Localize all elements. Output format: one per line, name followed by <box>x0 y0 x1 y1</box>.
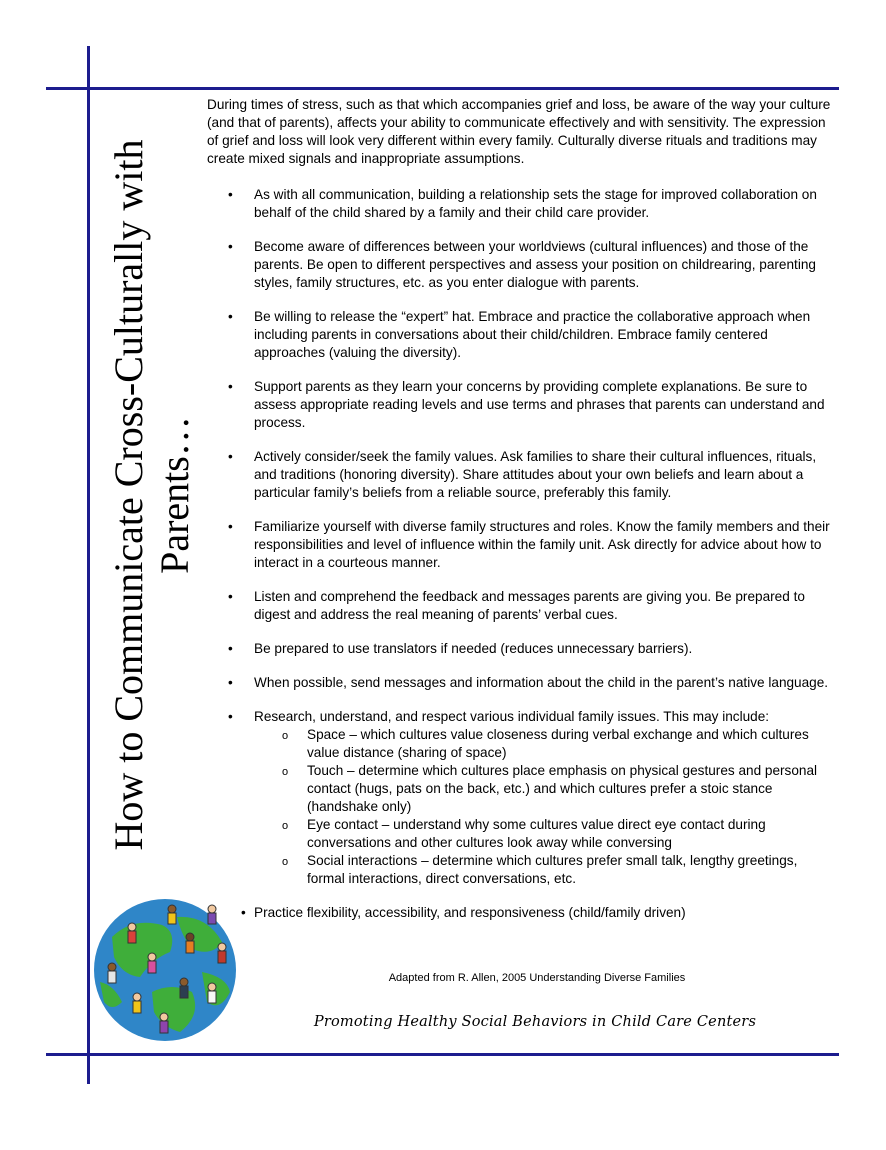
list-item: • Listen and comprehend the feedback and messages parents are giving you. Be prepared to digest and address the real meaning of parents’ verbal cues. <box>228 589 805 622</box>
bullet-icon: • <box>228 239 233 254</box>
bullet-icon: • <box>228 519 233 534</box>
top-rule <box>46 87 839 90</box>
list-item: • Be willing to release the “expert” hat. Embrace and practice the collaborative approach when including parents in conversations about their child/children. Embrace family centered approaches (valuing the diversity). <box>228 309 811 360</box>
guidelines-list <box>207 186 837 922</box>
family-issues-sublist <box>254 726 837 888</box>
list-item: • Research, understand, and respect various individual family issues. This may include: o Space – which cultures value closeness during verbal exchange and which cultures value distance (sharing of space) o Touch – determine which cultures place emphasis on physical gestures and personal contact (hugs, pats on the back, etc.) and which cultures prefer a stoic stance (handshake only) o Eye contact – understand why some cultures value direct eye contact during conversations and other cultures look away while conversing o Social interactions – determine which cultures prefer small talk, lengthy greetings, formal interactions, direct conversations, etc. <box>207 708 837 888</box>
sub-list-item: o Space – which cultures value closeness during verbal exchange and which cultures value distance (sharing of space) <box>282 727 809 760</box>
source-citation: Adapted from R. Allen, 2005 Understanding Diverse Families <box>388 972 686 984</box>
vertical-rule <box>87 46 90 1084</box>
sub-list-item: o Eye contact – understand why some cultures value direct eye contact during conversations and other cultures look away while conversing <box>282 817 766 850</box>
intro-paragraph: During times of stress, such as that which accompanies grief and loss, be aware of the way your culture (and that of parents), affects your ability to communicate effectively and with sensitivity. The expression of grief and loss will look very different within every family. Culturally diverse rituals and traditions may create mixed signals and inappropriate assumptions. <box>207 97 831 166</box>
list-item: • Practice flexibility, accessibility, and responsiveness (child/family driven) <box>241 905 686 920</box>
list-item: • When possible, send messages and information about the child in the parent’s native language. <box>228 675 829 690</box>
list-item: • Be prepared to use translators if needed (reduces unnecessary barriers). <box>228 641 693 656</box>
page-title: How to Communicate Cross-Culturally with Parents… <box>106 139 197 851</box>
bullet-icon: • <box>228 641 233 656</box>
bullet-icon: • <box>228 379 233 394</box>
list-item: • Familiarize yourself with diverse family structures and roles. Know the family members and their responsibilities and level of influence within the family unit. Ask directly for advice about how to interact in a courteous manner. <box>228 519 830 570</box>
list-item: • Actively consider/seek the family values. Ask families to share their cultural influences, rituals, and traditions (honoring diversity). Share attitudes about your own beliefs and learn about a particular family’s beliefs from a reliable source, preferably this family. <box>228 449 817 500</box>
bullet-icon: • <box>228 187 233 202</box>
bottom-rule <box>46 1053 839 1056</box>
title-container <box>102 100 202 890</box>
bullet-icon: • <box>228 309 233 324</box>
bullet-icon: • <box>228 709 233 724</box>
footer-tagline: Promoting Healthy Social Behaviors in Child Care Centers <box>313 1014 757 1030</box>
list-item: • Become aware of differences between your worldviews (cultural influences) and those of the parents. Be open to different perspectives and assess your position on childrearing, parenting styles, family structures, etc. as you enter dialogue with parents. <box>228 239 816 290</box>
sub-list-item: o Social interactions – determine which cultures prefer small talk, lengthy greetings, formal interactions, direct conversations, etc. <box>282 853 798 886</box>
bullet-icon: • <box>228 589 233 604</box>
main-content <box>207 96 837 938</box>
list-item: • As with all communication, building a relationship sets the stage for improved collaboration on behalf of the child shared by a family and their child care provider. <box>228 187 817 220</box>
bullet-icon: • <box>228 449 233 464</box>
circle-bullet-icon: o <box>282 730 289 742</box>
list-item: • Support parents as they learn your concerns by providing complete explanations. Be sure to assess appropriate reading levels and use terms and phrases that parents can understand and process. <box>228 379 825 430</box>
circle-bullet-icon: o <box>282 766 289 778</box>
circle-bullet-icon: o <box>282 856 289 868</box>
sub-list-item: o Touch – determine which cultures place emphasis on physical gestures and personal contact (hugs, pats on the back, etc.) and which cultures prefer a stoic stance (handshake only) <box>282 763 818 814</box>
bullet-icon: • <box>228 675 233 690</box>
circle-bullet-icon: o <box>282 820 289 832</box>
bullet-icon: • <box>241 905 246 920</box>
